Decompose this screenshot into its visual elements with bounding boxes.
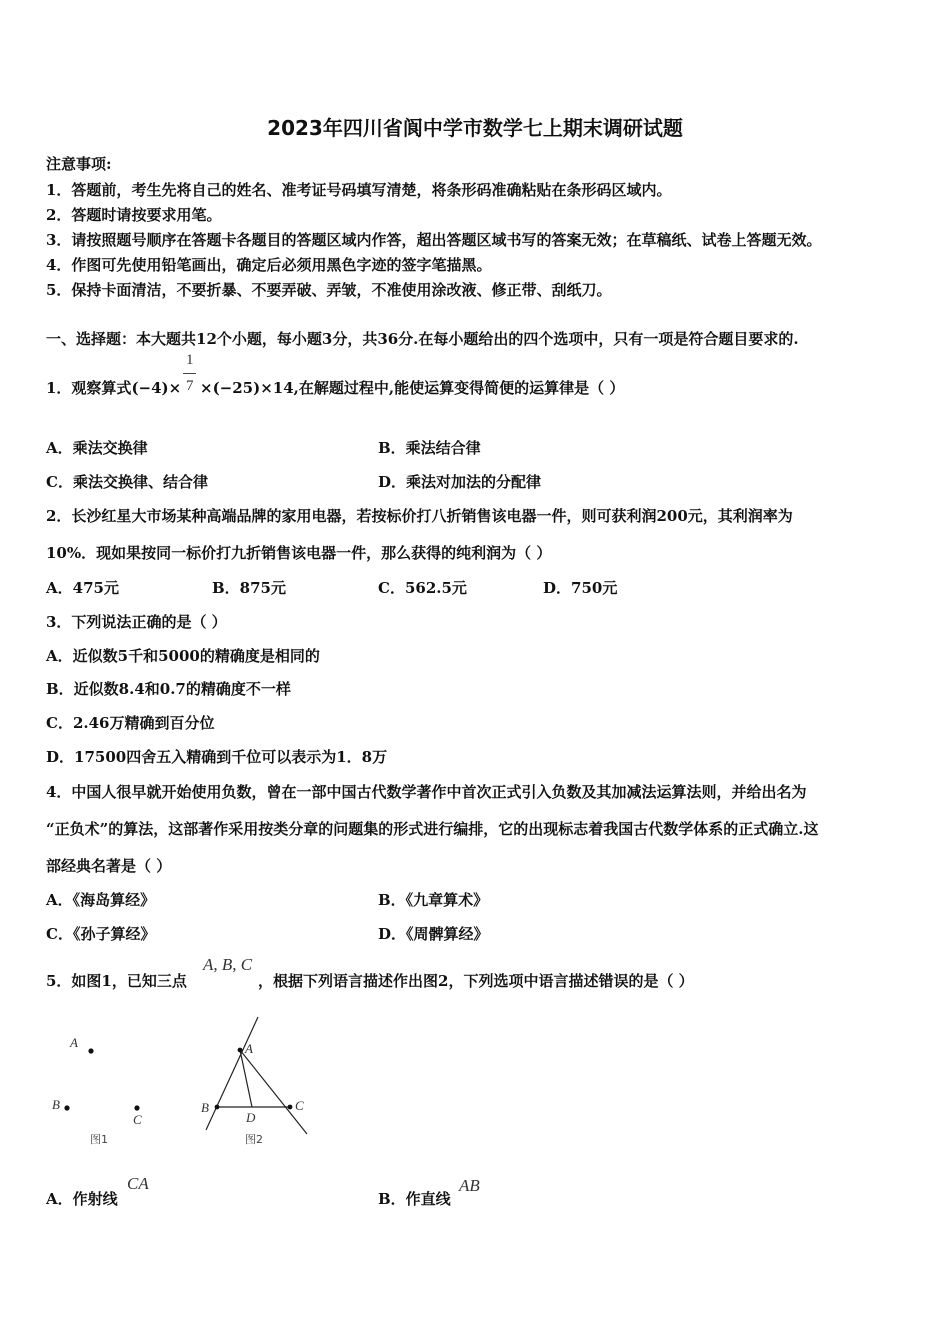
fig2-label-b: B <box>201 1100 209 1115</box>
question-1-stem-start: 1．观察算式(−4)× <box>46 379 182 397</box>
option-a: A．乘法交换律 <box>46 439 148 457</box>
figure-1 <box>40 1025 170 1155</box>
notice-heading: 注意事项: <box>46 155 112 173</box>
option-c: C．乘法交换律、结合律 <box>46 473 208 491</box>
section-heading: 一、选择题：本大题共12个小题，每小题3分，共36分.在每小题给出的四个选项中，只有一项是符合题目要求的. <box>46 330 799 348</box>
fig2-point-c <box>288 1105 293 1110</box>
points-abc: A, B, C <box>203 955 253 974</box>
option-d: D．17500四舍五入精确到千位可以表示为1．8万 <box>46 748 388 766</box>
question-2-line: 10%．现如果按同一标价打九折销售该电器一件，那么获得的纯利润为（ ） <box>46 544 552 562</box>
fig2-label-d: D <box>246 1110 256 1125</box>
fig2-point-b <box>215 1105 220 1110</box>
fig2-label-c: C <box>295 1098 304 1113</box>
notice-item: 3．请按照题号顺序在答题卡各题目的答题区域内作答，超出答题区域书写的答案无效；在草稿纸、试卷上答题无效。 <box>46 231 822 249</box>
option-c: C．《孙子算经》 <box>46 925 156 943</box>
notice-item: 1．答题前，考生先将自己的姓名、准考证号码填写清楚，将条形码准确粘贴在条形码区域内。 <box>46 181 672 199</box>
page-title: 2023年四川省阆中学市数学七上期末调研试题 <box>267 116 683 140</box>
fig1-label-b: B <box>52 1097 60 1112</box>
option-c: C．562.5元 <box>378 579 467 597</box>
question-4-line: 4．中国人很早就开始使用负数，曾在一部中国古代数学著作中首次正式引入负数及其加减法运算法则，并给出名为 <box>46 783 807 801</box>
notice-item: 5．保持卡面清洁，不要折暴、不要弄破、弄皱，不准使用涂改液、修正带、刮纸刀。 <box>46 281 612 299</box>
option-b-math: AB <box>459 1176 480 1195</box>
question-4-line: “正负术”的算法，这部著作采用按类分章的问题集的形式进行编排，它的出现标志着我国古代数学体系的正式确立.这 <box>46 820 819 838</box>
option-a: A．《海岛算经》 <box>46 891 156 909</box>
notice-item: 2．答题时请按要求用笔。 <box>46 206 222 224</box>
question-2-line: 2．长沙红星大市场某种高端品牌的家用电器，若按标价打八折销售该电器一件，则可获利润200元，其利润率为 <box>46 507 793 525</box>
fig1-point-b <box>64 1105 69 1110</box>
option-d: D．《周髀算经》 <box>378 925 489 943</box>
option-a: A．作射线 <box>46 1190 118 1208</box>
option-b: B．近似数8.4和0.7的精确度不一样 <box>46 680 291 698</box>
question-3-stem: 3．下列说法正确的是（ ） <box>46 613 227 631</box>
fig1-point-c <box>134 1105 139 1110</box>
fig2-point-a <box>238 1048 243 1053</box>
fraction-numerator: 1 <box>186 352 194 368</box>
fig2-caption: 图2 <box>245 1133 263 1146</box>
option-a: A．近似数5千和5000的精确度是相同的 <box>46 647 320 665</box>
fig1-caption: 图1 <box>90 1133 108 1146</box>
fraction-denominator: 7 <box>186 378 194 394</box>
fig2-label-a: A <box>245 1041 253 1056</box>
question-5-stem-start: 5．如图1，已知三点 <box>46 972 187 990</box>
fig1-label-c: C <box>133 1112 142 1127</box>
question-5-stem-end: ，根据下列语言描述作出图2，下列选项中语言描述错误的是（ ） <box>258 972 694 990</box>
option-b: B．875元 <box>212 579 286 597</box>
question-4-line: 部经典名著是（ ） <box>46 857 172 875</box>
notice-item: 4．作图可先使用铅笔画出，确定后必须用黑色字迹的签字笔描黑。 <box>46 256 492 274</box>
option-a: A．475元 <box>46 579 119 597</box>
option-c: C．2.46万精确到百分位 <box>46 714 215 732</box>
option-d: D．乘法对加法的分配律 <box>378 473 542 491</box>
fig1-point-a <box>88 1048 93 1053</box>
option-d: D．750元 <box>543 579 618 597</box>
question-1-stem-end: ×(−25)×14,在解题过程中,能使运算变得简便的运算律是（ ） <box>200 379 625 397</box>
option-a-math: CA <box>127 1174 149 1193</box>
fig1-label-a: A <box>70 1035 78 1050</box>
option-b: B．作直线 <box>378 1190 451 1208</box>
fraction-bar <box>183 373 196 374</box>
option-b: B．乘法结合律 <box>378 439 481 457</box>
fig2-segment-ad <box>240 1050 252 1107</box>
figure-2 <box>195 1015 315 1150</box>
option-b: B．《九章算术》 <box>378 891 489 909</box>
